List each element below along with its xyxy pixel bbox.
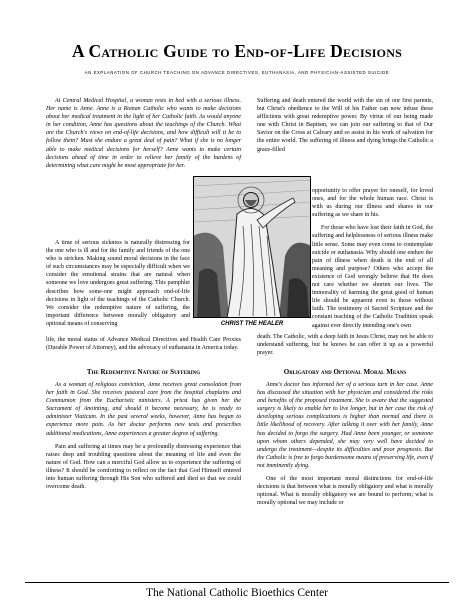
christ-the-healer-engraving bbox=[193, 176, 311, 318]
footer-divider bbox=[25, 582, 449, 583]
right-p2-narrow-text: For those who have lost their faith in God, the suffering and helplessness of serious illness make little sense. Some may even come to contemplate suicide or euthanasia. Why should one endure the pain of illness when death is the end of all meaning and purpose? Others who accept the existence of God wrongly believe that He does not care whether we shorten our lives. The immorality of harming the great good of human life should be apparent even to those without faith. The testimony of Sacred Scripture and the constant teaching of the Catholic Tradition speak against ever directly intending one's own bbox=[312, 225, 433, 329]
heading-redemptive-suffering: The Redemptive Nature of Suffering bbox=[86, 368, 201, 376]
left-p2-text: As a woman of religious conviction, Anne receives great consolation from her faith in God. She receives pastoral care from the hospital chaplains and Communion from the Eucharistic ministers. A priest has given her the Sacrament of Anointing, and should it become necessary, he is ready to administer Viaticum. In the past several weeks, however, Anne has begun to experience more pain. As her doctor performs new tests and prescribes additional medications, Anne experiences a greater degree of suffering. bbox=[46, 382, 241, 437]
right-p1-narrow-text: opportunity to offer prayer for oneself, for loved ones, and for the whole human race. Christ is with us during our illness and shares in our suffering as we share in his. bbox=[312, 188, 433, 219]
figure-caption: CHRIST THE HEALER bbox=[220, 321, 284, 327]
right-paragraphs-3-4 bbox=[257, 381, 433, 507]
right-p4-text: One of the most important moral distinctions for end-of-life decisions is that between what is morally obligatory and what is morally optional. What is morally obligatory we are bound to perform; what is morally optional we may include or bbox=[257, 476, 433, 507]
page-subtitle: AN EXPLANATION OF CHURCH TEACHING ON ADVANCE DIRECTIVES, EUTHANASIA, AND PHYSICIAN-ASSISTED SUICIDE bbox=[84, 70, 390, 75]
left-p1-narrow-text: A time of serious sickness is naturally distressing for the one who is ill and for the family and friends of the one who is stricken. Making sound moral decisions in the face of such circumstances may be especially difficult when we consider the emotional strains that are natural when someone we love undergoes great suffering. This pamphlet describes how some-one might approach end-of-life decisions in light of the teachings of the Catholic Church. We consider the redemptive nature of suffering, the important difference between morally obligatory and optional means of conserving bbox=[46, 240, 190, 327]
left-p1-wide-text: life, the moral status of Advance Medical Directives and Health Care Proxies (Durable Power of Attorney), and the advocacy of euthanasia in America today. bbox=[46, 337, 241, 352]
right-p2-wide-text: death. The Catholic, with a deep faith in Jesus Christ, may not be able to understand suffering, but he knows he can offer it up as a powerful prayer. bbox=[257, 334, 433, 357]
intro-paragraph bbox=[46, 97, 241, 170]
right-paragraph-1-wide bbox=[257, 97, 433, 154]
right-p3-text: Anne's doctor has informed her of a serious turn in her case. Anne has discussed the situation with her physician and considered the risks and benefits of the proposed treatment. She is aware that the suggested surgery is likely to enable her to live longer, but in her case the risk of developing serious complications is higher than normal and there is little likelihood of recovery. After talking it over with her family, Anne has decided to forgo the surgery. Had Anne been younger, or someone upon whom others depended, she may very well have decided to undergo the treatment—despite its difficulties and poor prognosis. But the Catholic is free to forgo burdensome means of preserving life, even if not imminently dying. bbox=[257, 382, 433, 469]
left-paragraph-1-narrow bbox=[46, 239, 190, 328]
heading-obligatory-optional: Obligatory and Optional Moral Means bbox=[283, 368, 407, 376]
right-paragraph-narrow bbox=[312, 187, 433, 330]
left-paragraph-1-wide bbox=[46, 336, 241, 352]
left-p3-text: Pain and suffering at times may be a profoundly distressing experience that raises deep and troubling questions about the meaning of life and even the nature of God. How can a merciful God allow us to experience the suffering of illness? It should be comforting to reflect on the fact that God Himself entered into human suffering through His Son who suffered and died so that we could overcome death. bbox=[46, 443, 241, 491]
page-title: A Catholic Guide to End-of-Life Decisions bbox=[72, 41, 402, 61]
right-p1-wide-text: Suffering and death entered the world with the sin of our first parents, but Christ's obedience to the Will of his Father can now infuse these afflictions with great redemptive power. By virtue of our being made one with Christ in Baptism, we can join our suffering to that of Our Savior on the Cross at Calvary and so assist in his work of salvation for the entire world. The suffering of illness and dying brings the Catholic a grace-filled bbox=[257, 98, 433, 153]
left-paragraphs-2-3 bbox=[46, 381, 241, 491]
intro-text: At Central Medical Hospital, a woman rests in bed with a serious illness. Her name is Anne. Anne is a Roman Catholic who wants to make decisions about her medical treatment in the light of her Catholic faith. As would anyone in her condition, Anne has questions about the teachings of the Church. What are the Church's views on end-of-life decisions, and how difficult will it be to follow them? Must she endure a great deal of pain? What if she is no longer able to make medical decisions for herself? Anne wants to make certain decisions ahead of time in order to relieve her family of the burdens of determining what care might be most appropriate for her. bbox=[46, 98, 241, 169]
publisher-footer: The National Catholic Bioethics Center bbox=[145, 587, 329, 599]
right-paragraph-2-wide bbox=[257, 333, 433, 357]
